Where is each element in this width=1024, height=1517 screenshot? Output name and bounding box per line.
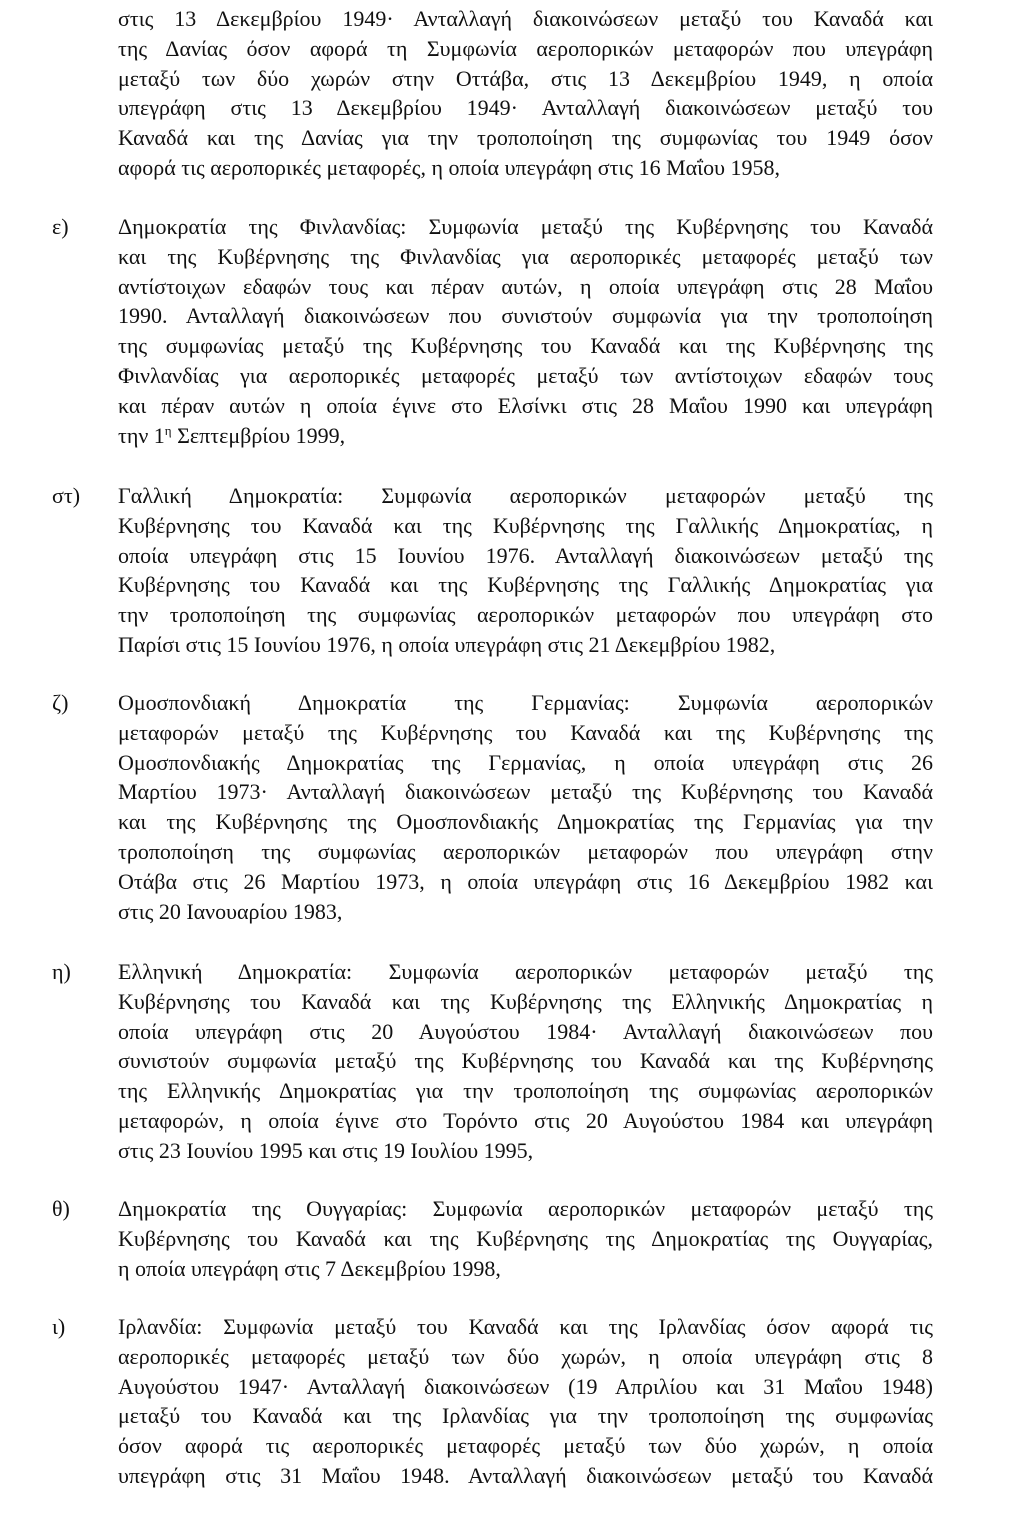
text-line: Κυβέρνησης του Καναδά και της Κυβέρνησης της Δημοκρατίας της Ουγγαρίας, [118,1225,933,1251]
item-marker: θ) [52,1196,70,1221]
text-line: μεταφορών, η οποία έγινε στο Τορόντο στις 20 Αυγούστου 1984 και υπεγράφη [118,1107,933,1133]
text-line [118,421,933,451]
text-line: υπεγράφη στις 31 Μαΐου 1948. Ανταλλαγή διακοινώσεων μεταξύ του Καναδά [118,1462,933,1488]
text-line: αεροπορικές μεταφορές μεταξύ των δύο χωρών, η οποία υπεγράφη στις 8 [118,1343,933,1369]
text-line: μεταξύ του Καναδά και της Ιρλανδίας για την τροποποίηση της συμφωνίας [118,1403,933,1429]
text-line: την τροποποίηση της συμφωνίας αεροπορικών μεταφορών που υπεγράφη στο [118,602,933,628]
text-line: Δημοκρατία της Ουγγαρίας: Συμφωνία αεροπορικών μεταφορών μεταξύ της [118,1196,933,1221]
text-line: Ιρλανδία: Συμφωνία μεταξύ του Καναδά και της Ιρλανδίας όσον αφορά τις [118,1314,933,1339]
text-line: Παρίσι στις 15 Ιουνίου 1976, η οποία υπεγράφη στις 21 Δεκεμβρίου 1982, [118,631,776,657]
text-line: αντίστοιχων εδαφών τους και πέραν αυτών, η οποία υπεγράφη στις 28 Μαΐου [118,273,933,299]
text-line: συνιστούν συμφωνία μεταξύ της Κυβέρνησης του Καναδά και της Κυβέρνησης [118,1048,933,1074]
text-line: Δημοκρατία της Φινλανδίας: Συμφωνία μεταξύ της Κυβέρνησης του Καναδά [118,214,933,239]
text-line: οποία υπεγράφη στις 20 Αυγούστου 1984· Ανταλλαγή διακοινώσεων που [118,1018,933,1044]
text-line: 1990. Ανταλλαγή διακοινώσεων που συνιστούν συμφωνία για την τροποποίηση [118,303,933,329]
text-line: στις 20 Ιανουαρίου 1983, [118,898,343,924]
text-fragment: την 1 [118,422,165,448]
text-line: μεταξύ των δύο χωρών στην Οττάβα, στις 13 Δεκεμβρίου 1949, η οποία [118,65,933,91]
text-line: Κυβέρνησης του Καναδά και της Κυβέρνησης της Ελληνικής Δημοκρατίας η [118,988,933,1014]
text-line: υπεγράφη στις 13 Δεκεμβρίου 1949· Ανταλλαγή διακοινώσεων μεταξύ του [118,95,933,121]
text-line: Ομοσπονδιακής Δημοκρατίας της Γερμανίας, η οποία υπεγράφη στις 26 [118,749,933,775]
item-marker: ι) [52,1314,66,1339]
text-line: της Ελληνικής Δημοκρατίας για την τροποποίηση της συμφωνίας αεροπορικών [118,1078,933,1104]
text-line: Κυβέρνησης του Καναδά και της Κυβέρνησης της Γαλλικής Δημοκρατίας, η [118,512,933,538]
paragraph-text [118,212,933,450]
text-line: Καναδά και της Δανίας για την τροποποίηση της συμφωνίας του 1949 όσον [118,125,933,151]
text-line: όσον αφορά τις αεροπορικές μεταφορές μεταξύ των δύο χωρών, η οποία [118,1433,933,1459]
paragraph-text [118,1312,933,1491]
text-line: Γαλλική Δημοκρατία: Συμφωνία αεροπορικών μεταφορών μεταξύ της [118,483,933,508]
text-line: και της Κυβέρνησης της Ομοσπονδιακής Δημοκρατίας της Γερμανίας για την [118,809,933,835]
text-line: Ελληνική Δημοκρατία: Συμφωνία αεροπορικών μεταφορών μεταξύ της [118,959,933,984]
text-line: της Δανίας όσον αφορά τη Συμφωνία αεροπορικών μεταφορών που υπεγράφη [118,35,933,61]
text-line: Οτάβα στις 26 Μαρτίου 1973, η οποία υπεγράφη στις 16 Δεκεμβρίου 1982 και [118,868,933,894]
text-line: και πέραν αυτών η οποία έγινε στο Ελσίνκι στις 28 Μαΐου 1990 και υπεγράφη [118,392,933,418]
text-line: Κυβέρνησης του Καναδά και της Κυβέρνησης της Γαλλικής Δημοκρατίας για [118,572,933,598]
paragraph-text [118,688,933,926]
text-line: Αυγούστου 1947· Ανταλλαγή διακοινώσεων (19 Απριλίου και 31 Μαΐου 1948) [118,1373,933,1399]
text-line: αφορά τις αεροπορικές μεταφορές, η οποία υπεγράφη στις 16 Μαΐου 1958, [118,154,780,180]
text-line: Ομοσπονδιακή Δημοκρατία της Γερμανίας: Συμφωνία αεροπορικών [118,690,933,715]
superscript: η [164,422,172,438]
text-line: στις 13 Δεκεμβρίου 1949· Ανταλλαγή διακοινώσεων μεταξύ του Καναδά και [118,6,933,31]
text-line: Μαρτίου 1973· Ανταλλαγή διακοινώσεων μεταξύ της Κυβέρνησης του Καναδά [118,779,933,805]
text-fragment: Σεπτεμβρίου 1999, [171,422,346,448]
text-line: της συμφωνίας μεταξύ της Κυβέρνησης του Καναδά και της Κυβέρνησης της [118,333,933,359]
text-line: Φινλανδίας για αεροπορικές μεταφορές μεταξύ των αντίστοιχων εδαφών τους [118,362,933,388]
text-line: η οποία υπεγράφη στις 7 Δεκεμβρίου 1998, [118,1255,501,1281]
item-marker: στ) [52,483,81,508]
text-line: τροποποίηση της συμφωνίας αεροπορικών μεταφορών που υπεγράφη στην [118,838,933,864]
text-line: οποία υπεγράφη στις 15 Ιουνίου 1976. Ανταλλαγή διακοινώσεων μεταξύ της [118,542,933,568]
paragraph-text [118,4,933,183]
item-marker: ε) [52,214,69,239]
item-marker: ζ) [52,690,69,715]
text-line: μεταφορών μεταξύ της Κυβέρνησης του Καναδά και της Κυβέρνησης της [118,719,933,745]
text-line: και της Κυβέρνησης της Φινλανδίας για αεροπορικές μεταφορές μεταξύ των [118,243,933,269]
paragraph-text [118,957,933,1166]
paragraph-text [118,1194,933,1283]
paragraph-text [118,481,933,660]
item-marker: η) [52,959,71,984]
text-line: στις 23 Ιουνίου 1995 και στις 19 Ιουλίου 1995, [118,1137,534,1163]
